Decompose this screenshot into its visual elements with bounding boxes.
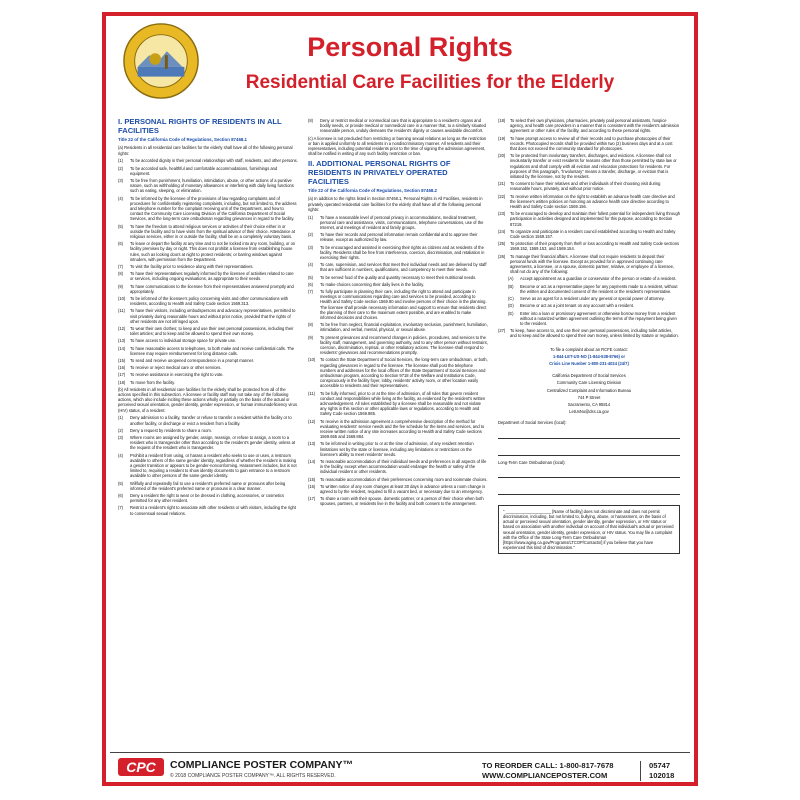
list-item	[498, 303, 680, 308]
item-text: To consent to have their relatives and other individuals of their choosing visit during reasonable hours, privately, and without prior notice.	[510, 181, 661, 192]
item-number: (17)	[118, 372, 126, 378]
contact-lead: To file a complaint about an RCFE contact:	[550, 346, 628, 352]
item-text: To receive in the admission agreement a comprehensive description of the method for evaluating residents' service needs and the fee schedule for the items and services, and to receive written notice of any rate increases according to Health and Safety Code sections 1569.655 and 1569.884.	[320, 418, 485, 440]
item-text: Serve as an agent for a resident under any general or special power of attorney.	[520, 296, 665, 302]
item-text: To be informed of the licensee's policy concerning visits and other communications with residents, according to Health and Safety Code section 1569.313.	[130, 295, 289, 307]
list-item	[498, 241, 680, 251]
item-text: To receive written information on the right to establish an advance health care directive and the licensee's written policies on honoring an advance health care directive according to Health and Safety Code section 1569.156.	[510, 193, 675, 210]
item-text: To reasonable accommodation of their individual needs and preferences in all aspects of life in the facility, except when accommodation would endanger the health or safety of the individual resident or other residents.	[320, 459, 487, 475]
item-number: (7)	[118, 263, 124, 269]
item-text: Deny a request by residents to share a room.	[130, 427, 212, 433]
item-text: Deny admission to a facility, transfer or refuse to transfer a resident within the facility or to another facility, or discharge or evict a resident from a facility.	[130, 415, 292, 426]
logo-mark: CPC	[118, 758, 164, 776]
list-item	[498, 284, 680, 294]
item-text: To leave or depart the facility at any time and to not be locked into any room, building, or on facility premises by day or night. This does not prohibit a licensee from establishing house rules, such as locking doors at night to protect residents; or barring windows against intruders, with permission from the Department.	[130, 241, 296, 262]
item-number: (6)	[118, 241, 124, 247]
item-text: Where rooms are assigned by gender, assign, reassign, or refuse to assign, a room to a resident who is transgender other than according to the resident's gender identity, unless at the request of the resident who is transgender.	[130, 434, 296, 451]
dss-local-blank	[498, 426, 680, 439]
section-1-heading: I. PERSONAL RIGHTS OF RESIDENTS IN ALL FACILITIES	[118, 117, 282, 135]
section-2-intro: (a) In addition to the rights listed in Section 87468.1, Personal Rights in All Facilities, residents in privately operated residential care facilities for the elderly shall have all of the following personal rights:	[308, 196, 483, 212]
item-number: (14)	[308, 459, 316, 465]
list-item	[118, 380, 298, 385]
list-item	[308, 282, 488, 287]
item-number: (4)	[118, 452, 124, 458]
item-number: (D)	[508, 303, 514, 309]
poster-codes	[640, 761, 674, 781]
item-number: (5)	[118, 223, 124, 229]
list-item	[308, 477, 488, 482]
section-2-citation: Title 22 of the California Code of Regulations, Section 87468.2	[308, 188, 437, 194]
item-text: Become or act as a representative payee for any payments made to a resident, without the written and documented consent of the resident or the resident's representative.	[520, 283, 678, 294]
list-item	[118, 284, 298, 294]
item-number: (18)	[498, 118, 506, 123]
item-number: (4)	[308, 262, 314, 268]
item-text: To contact the State Department of Social Services, the long-term care ombudsman, or both, regarding grievances in regard to the licensee. The licensee shall post the telephone numbers and addresses for the local offices of the State Department of Social Services and ombudsman program, according to Section 9718 of the Welfare and Institutions Code, conspicuously in the facility foyer, lobby, residents' activity room, or other location easily accessible to residents and their representatives.	[320, 357, 488, 389]
item-number: (21)	[498, 181, 506, 187]
item-number: (12)	[118, 325, 126, 331]
list-item	[118, 505, 298, 515]
item-number: (A)	[508, 276, 514, 282]
item-number: (3)	[118, 177, 124, 183]
column-1	[118, 118, 298, 518]
poster-title: Personal Rights	[307, 32, 513, 62]
contact-address-line: 744 P Street	[577, 394, 601, 400]
item-number: (2)	[118, 165, 124, 171]
list-item	[118, 493, 298, 503]
list-item	[118, 308, 298, 324]
item-text: To have reasonable access to telephones, to both make and receive confidential calls. The licensee may require reimbursement for long distance calls.	[130, 345, 295, 356]
reorder-info	[482, 761, 614, 781]
item-number: (1)	[308, 214, 314, 220]
ombudsman-local-blank	[498, 465, 680, 478]
item-text: To be encouraged to develop and maintain their fullest potential for independent living through participation in activities designed and implemented for this purpose, according to Section 87219.	[510, 211, 681, 227]
item-text: To fully participate in planning their care, including the right to attend and participate in meetings or communications regarding care and services to be provided, according to Health and Safety Code section 1569.80 and involve persons of their choice in the planning. The licensee shall provide necessary information and support to ensure that residents direct the planning of their care to the maximum extent possible, and are enabled to make informed decisions and choices.	[320, 288, 487, 320]
item-text: To have prompt access to review all of their records and to purchase photocopies of their records. Photocopied records shall be provided within two (2) business days and at a cost that does not exceed the community standard for photocopies.	[510, 135, 673, 152]
item-number: (19)	[498, 135, 506, 141]
list-item	[498, 229, 680, 239]
item-text: To have communications to the licensee from their representatives answered promptly and appropriately.	[130, 283, 294, 294]
item-number: (27)	[498, 328, 506, 334]
item-number: (2)	[118, 427, 124, 433]
list-item	[498, 254, 680, 275]
poster-date-code: 102018	[649, 771, 675, 780]
contact-crisis-line: Crisis Line Number 1-800-231-4024 (24/7)	[549, 360, 629, 366]
item-number: (12)	[308, 418, 316, 424]
list-item	[308, 215, 488, 231]
ombudsman-local-blank	[498, 482, 680, 495]
list-item	[308, 419, 488, 440]
item-text: Accept appointment as a guardian or conservator of the person or estate of a resident.	[520, 276, 677, 282]
list-item	[498, 136, 680, 152]
section-1-c-text: (c) A licensee is not precluded from restricting or banning sexual relations as long as the restriction or ban is applied uniformly to all residents in a nondiscriminatory manner. All residents and their representatives, including potential residents prior to the time of signing the admission agreement, shall be notified in writing of any such facility restriction or ban.	[308, 135, 487, 157]
item-text: To be informed by the licensee of the provisions of law regarding complaints and of procedures for confidentially registering complaints, including, but not limited to, the address and telephone number for the complaint receiving unit of the Department, and how to contact the Community Care Licensing Division of the California Department of Social Services, and the long-term care ombudsman regarding grievances in regard to the facility.	[130, 195, 297, 222]
list-item	[308, 118, 488, 134]
contact-address-line: Sacramento, CA 95814	[567, 401, 611, 407]
item-text: To have access to individual storage space for private use.	[130, 338, 237, 344]
item-text: To be accorded safe, healthful and comfortable accommodations, furnishings and equipment.	[130, 165, 278, 176]
list-item	[498, 194, 680, 210]
column-3	[498, 118, 680, 554]
list-item	[118, 178, 298, 194]
item-number: (15)	[308, 476, 316, 482]
item-text: Deny a resident the right to wear or be dressed in clothing, accessories, or cosmetics permitted for any other resident.	[130, 492, 285, 504]
item-text: To keep, have access to, and use their own personal possessions, including toilet articles, and to keep and be allowed to spend their own money, unless limited by statute or regulation.	[510, 328, 679, 339]
item-number: (17)	[308, 496, 316, 502]
footer-divider	[110, 752, 690, 753]
column-2	[308, 118, 488, 509]
item-text: To move from the facility.	[130, 379, 175, 385]
item-number: (13)	[118, 338, 126, 344]
list-item	[118, 365, 298, 370]
item-number: (22)	[498, 193, 506, 199]
item-number: (7)	[308, 288, 314, 294]
item-text: To share a room with their spouse, domestic partner, or a person of their choice when both spouses, partners, or residents live in the facility and both consent to the arrangement.	[320, 496, 484, 507]
list-item	[118, 346, 298, 356]
item-text: To be informed in writing prior to or at the time of admission, of any resident retention limitations set by the state or licensee, including any limitations or restrictions on the licensee's ability to meet residents' needs.	[320, 441, 474, 457]
item-text: To be served food of the quality and quantity necessary to meet their nutritional needs.	[320, 274, 477, 280]
list-item	[118, 338, 298, 343]
list-item	[308, 322, 488, 332]
item-number: (26)	[498, 253, 506, 259]
item-number: (25)	[498, 241, 506, 247]
item-text: Prohibit a resident from using, or harass a resident who seeks to use or uses, a restroom available to others of the same gender identity, regardless of whether the resident is making a gender transition or appears to be gender-nonconforming. Harassment includes, but is not limited to, requiring a resident to show identity documents to gain entrance to a restroom available to other persons of the same gender identity.	[130, 452, 297, 479]
section-1-b-intro: (b) All residents in all residential care facilities for the elderly shall be protected from all of the actions specified in this subsection. A licensee or facility staff may not take any of the following actions, which also include inciting these actions wholly or partially on the basis of the actual or perceived sexual orientation, gender identity, gender expression, or human immunodeficiency virus (HIV) status, of a resident:	[118, 386, 298, 413]
item-text: Become or act as a joint tenant on any account with a resident.	[520, 303, 635, 309]
poster-subtitle: Residential Care Facilities for the Elderly	[245, 72, 615, 93]
list-item	[308, 275, 488, 280]
item-text: To care, supervision, and services that meet their individual needs and are delivered by staff that are sufficient in numbers, qualifications, and competency to meet their needs.	[320, 262, 487, 273]
item-number: (13)	[308, 441, 316, 447]
poster-frame	[102, 12, 698, 786]
list-item	[498, 296, 680, 301]
item-number: (5)	[118, 480, 124, 486]
item-text: Enter into a loan or promissory agreement or otherwise borrow money from a resident without a notarized written agreement outlining the terms of the repayment being given to the resident.	[520, 310, 677, 326]
item-number: (9)	[118, 283, 124, 289]
list-item	[308, 245, 488, 261]
list-item	[498, 153, 680, 179]
section-1-citation: Title 22 of the California Code of Regulations, Section 87468.1	[118, 137, 247, 143]
list-item	[308, 232, 488, 242]
list-item	[498, 211, 680, 227]
nondiscrimination-notice: " ____________________ [Name of facility] does not discriminate and does not permit discrimination, including, but not limited to, bullying, abuse, or harassment, on the basis of actual or perceived sexual orientation, gender identity, gender expression, or HIV status or based on association with another individual on account of that individual's actual or perceived sexual orientation, gender identity, gender expression, or HIV status. You may file a complaint with the Office of the State Long-Term Care Ombudsman [https://www.aging.ca.gov/Programs/LTCOP/Contacts/] if you believe that you have experienced this kind of discrimination."	[498, 505, 680, 555]
list-item	[118, 166, 298, 176]
list-item	[308, 496, 488, 506]
section-1-list	[118, 158, 298, 385]
item-text: To have their records and personal information remain confidential and to approve their release, except as authorized by law.	[320, 232, 478, 243]
item-text: To organize and participate in a resident council established according to Health and Safety Code section 1569.157.	[510, 228, 676, 240]
item-text: To be free from punishment, humiliation, intimidation, abuse, or other actions of a punitive nature, such as withholding of monetary allowances or interfering with daily living functions such as eating, sleeping, or elimination.	[130, 177, 294, 194]
list-item	[498, 311, 680, 327]
item-text: To protection of their property from theft or loss according to Health and Safety Code sections 1569.152, 1569.153, and 1569.154.	[510, 241, 680, 252]
item-number: (15)	[118, 358, 126, 363]
list-item	[118, 415, 298, 425]
section-1-intro: (a) Residents in all residential care facilities for the elderly shall have all of the following personal rights:	[118, 145, 293, 156]
list-item	[118, 224, 298, 240]
item-number: (9)	[308, 334, 314, 340]
contact-phone: 1-844-LET-US-NO (1-844-538-8766) or	[552, 353, 626, 359]
item-text: To manage their financial affairs. A licensee shall not require residents to deposit their personal funds with the licensee. Except as provided for in approved continuing care agreements, a licensee, or a spouse, domestic partner, relative, or employee of a licensee, shall not do any of the following:	[510, 253, 675, 275]
item-number: (20)	[498, 153, 506, 159]
item-number: (18)	[118, 379, 126, 385]
list-item	[308, 484, 488, 494]
item-number: (24)	[498, 228, 506, 234]
list-item	[118, 372, 298, 377]
item-number: (4)	[118, 195, 124, 201]
contact-email: LetUsNo@dss.ca.gov	[569, 409, 609, 415]
item-number: (14)	[118, 345, 126, 351]
item-number: (5)	[308, 274, 314, 280]
item-number: (10)	[308, 357, 316, 363]
list-item	[498, 181, 680, 191]
list-item	[308, 441, 488, 457]
list-item	[118, 428, 298, 433]
item-number: (16)	[308, 483, 316, 489]
list-item	[308, 335, 488, 356]
ombudsman-local-label: Long-Term Care Ombudsman (local):	[498, 459, 566, 465]
item-number: (6)	[308, 281, 314, 287]
item-number: (8)	[308, 118, 314, 123]
item-number: (8)	[118, 271, 124, 277]
item-text: To have the freedom to attend religious services or activities of their choice either in or outside the facility and to have visits from the spiritual advisor of their choice. Attendance at religious services, either in or outside the facility, shall be on a completely voluntary basis.	[130, 223, 295, 239]
item-text: To send and receive unopened correspondence in a prompt manner.	[130, 358, 255, 363]
item-number: (C)	[508, 296, 514, 302]
section-2-list	[308, 215, 488, 507]
item-text: Willfully and repeatedly fail to use a resident's preferred name or pronouns after being informed of the resident's preferred name or pronouns in a clear manner.	[130, 480, 286, 491]
item-number: (8)	[308, 322, 314, 328]
list-item	[308, 357, 488, 388]
item-number: (23)	[498, 211, 506, 217]
dss-local-blank	[498, 443, 680, 456]
list-item	[498, 276, 680, 281]
list-item	[118, 296, 298, 306]
section-2-heading: II. ADDITIONAL PERSONAL RIGHTS OF RESIDENTS IN PRIVATELY OPERATED FACILITIES	[308, 159, 451, 186]
list-item	[308, 391, 488, 417]
item-number: (6)	[118, 492, 124, 498]
item-text: To reasonable accommodation of their preferences concerning room and roommate choices.	[320, 476, 488, 482]
item-number: (7)	[118, 505, 124, 511]
item-text: To receive assistance in exercising the right to vote.	[130, 372, 224, 378]
column-3-sublist	[498, 276, 680, 326]
column-3-list	[498, 118, 680, 274]
item-text: To have their visitors, including ombudspersons and advocacy representatives, permitted to visit privately during reasonable hours and without prior notice, provided that the rights of other residents are not infringed upon.	[130, 308, 296, 324]
list-item	[498, 118, 680, 134]
website[interactable]: WWW.COMPLIANCEPOSTER.COM	[482, 771, 608, 780]
item-text: To be free from neglect, financial exploitation, involuntary seclusion, punishment, humiliation, intimidation, and verbal, mental, physical, or sexual abuse.	[320, 322, 488, 333]
item-number: (11)	[308, 390, 315, 396]
item-number: (11)	[118, 308, 125, 314]
copyright: © 2018 COMPLIANCE POSTER COMPANY™. ALL RIGHTS RESERVED.	[170, 773, 336, 779]
contact-address-line: Community Care Licensing Division	[556, 380, 622, 386]
list-item	[118, 196, 298, 222]
list-item	[118, 271, 298, 281]
complaint-contact	[498, 347, 680, 415]
local-contacts	[498, 420, 680, 494]
item-number: (2)	[308, 232, 314, 238]
item-text: To be encouraged and assisted in exercising their rights as citizens and as residents of the facility. Residents shall be free from interference, coercion, discrimination, and retaliation in exercising their rights.	[320, 244, 485, 260]
item-number: (16)	[118, 365, 126, 371]
item-number: (1)	[118, 158, 124, 164]
item-number: (10)	[118, 295, 126, 301]
list-item	[118, 158, 298, 163]
section-1-b-tail	[308, 118, 488, 134]
list-item	[118, 481, 298, 491]
item-text: Deny or restrict medical or nonmedical care that is appropriate to a resident's organs and bodily needs, or provide medical or nonmedical care in a manner that, to a similarly situated reasonable person, unduly demeans the resident's dignity or causes avoidable discomfort.	[320, 118, 486, 134]
contact-address-line: Centralized Complaint and Information Bureau	[546, 387, 632, 393]
list-item	[118, 358, 298, 363]
item-number: (1)	[118, 415, 124, 421]
item-text: To have their representatives regularly informed by the licensee of activities related to care or services, including ongoing evaluations, as appropriate to their needs.	[130, 271, 294, 282]
list-item	[118, 326, 298, 336]
contact-address-line: California Department of Social Services	[552, 373, 626, 379]
item-text: To make choices concerning their daily lives in the facility.	[320, 281, 425, 287]
item-text: To receive or reject medical care or other services.	[130, 365, 222, 371]
item-text: To written notice of any room changes at least 30 days in advance unless a room change is agreed to by the resident, required to fill a vacant bed, or necessary due to an emergency.	[320, 483, 486, 495]
item-number: (3)	[308, 244, 314, 250]
item-number: (3)	[118, 434, 124, 440]
item-number: (B)	[508, 283, 514, 289]
list-item	[118, 264, 298, 269]
poster-code: 05747	[649, 761, 671, 770]
list-item	[118, 453, 298, 479]
reorder-phone: TO REORDER CALL: 1-800-817-7678	[482, 761, 614, 770]
dss-local-label: Department of Social Services (local):	[498, 420, 567, 426]
list-item	[308, 289, 488, 320]
list-item	[308, 459, 488, 475]
item-text: To visit the facility prior to residence along with their representatives.	[130, 263, 254, 269]
item-text: To be accorded dignity in their personal relationships with staff, residents, and other persons.	[130, 158, 298, 164]
item-number: (E)	[508, 310, 514, 316]
item-text: To wear their own clothes; to keep and use their own personal possessions, including their toilet articles; and to keep and be allowed to spend their own money.	[130, 325, 294, 337]
list-item	[498, 328, 680, 338]
item-text: Restrict a resident's right to associate with other residents or with visitors, including the right to consensual sexual relations.	[130, 505, 296, 516]
item-text: To present grievances and recommend changes in policies, procedures, and services to the facility staff, management, and governing authority, and to any other person without restraint, coercion, discrimination, reprisal, or other retaliatory actions. The licensee shall respond to residents' grievances and recommendations promptly.	[320, 334, 488, 356]
item-text: To be fully informed, prior to or at the time of admission, of all rules that govern resident conduct and responsibilities while living at the facility, as evidenced by the resident's written acknowledgement. All rules established by a licensee shall be reasonable and not violate any rights in this section or other applicable laws or regulations, according to Health and Safety Code section 1569.885.	[320, 390, 486, 417]
company-name: COMPLIANCE POSTER COMPANY™	[170, 759, 353, 771]
list-item	[118, 241, 298, 262]
list-item	[308, 262, 488, 272]
section-1-b-list	[118, 415, 298, 515]
item-text: To select their own physicians, pharmacies, privately paid personal assistants, hospice agency, and health care providers in a manner that is consistent with the resident's admission agreement or other rules of the facility, and according to these personal rights.	[510, 118, 680, 134]
item-text: To be protected from involuntary transfers, discharges, and evictions. A licensee shall not involuntarily transfer or evict residents for reasons other than those permitted by state law or regulations and shall comply with all eviction and relocation protections for residents. For purposes of this paragraph, "involuntary" means a transfer, discharge, or eviction that is initiated by the licensee, not by the resident.	[510, 153, 677, 180]
item-text: To have a reasonable level of personal privacy in accommodations, medical treatment, personal care and assistance, visits, communications, telephone conversations, use of the Internet, and meetings of resident and family groups.	[320, 214, 484, 230]
list-item	[118, 435, 298, 451]
